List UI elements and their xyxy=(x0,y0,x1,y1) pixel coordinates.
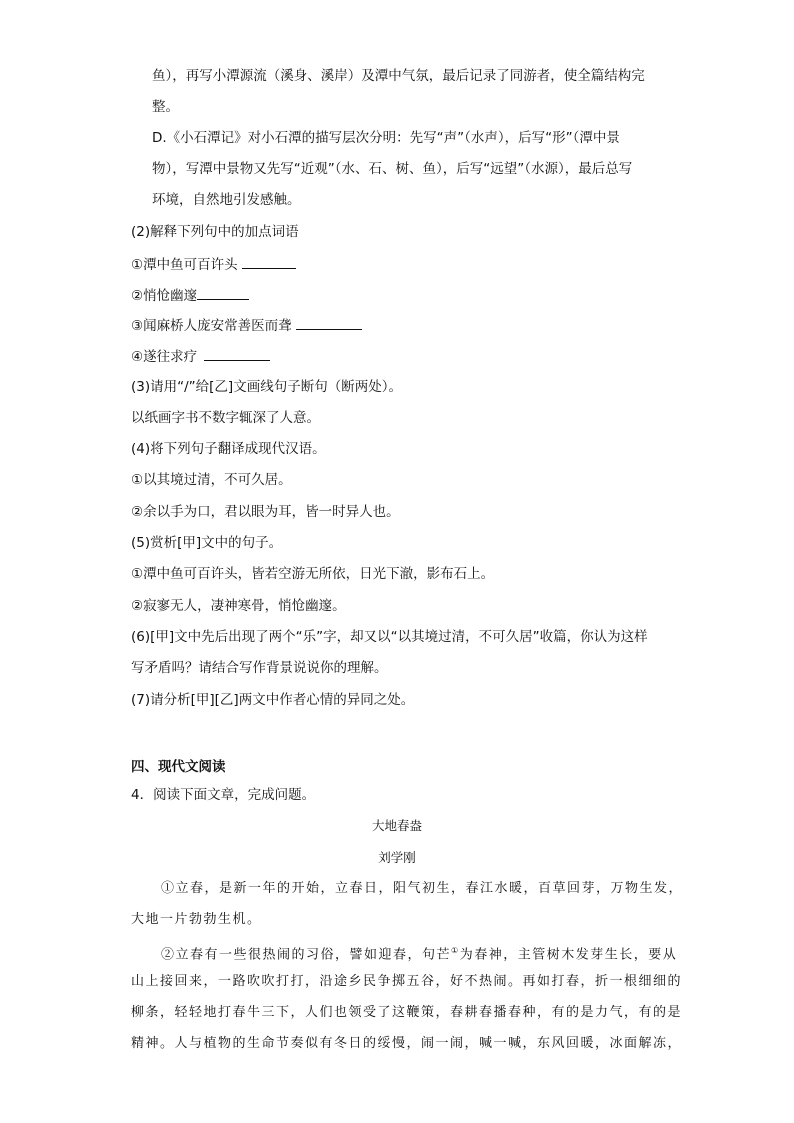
question-4-prompt: 4．阅读下面文章，完成问题。 xyxy=(131,787,316,803)
sub-question-5-prompt: (5)赏析[甲]文中的句子。 xyxy=(131,535,283,551)
sub-question-2-item-2 xyxy=(131,285,249,306)
sub-question-2-item-4 xyxy=(131,346,270,367)
answer-blank[interactable] xyxy=(204,346,270,361)
article-title: 大地春盎 xyxy=(371,818,422,833)
item-text: ④遂往求疗 xyxy=(131,349,198,365)
sub-question-5-item-2: ②寂寥无人，凄神寒骨，悄怆幽邃。 xyxy=(131,598,346,614)
sub-question-7-prompt: (7)请分析[甲][乙]两文中作者心情的异同之处。 xyxy=(131,692,415,708)
option-d-line-1: D.《小石潭记》对小石潭的描写层次分明：先写“声”（水声），后写“形”（潭中景 xyxy=(152,130,620,146)
answer-blank[interactable] xyxy=(242,254,296,269)
paragraph-1-line-2: 大地一片勃勃生机。 xyxy=(131,912,262,927)
sub-question-3-sentence: 以纸画字书不数字辄深了人意。 xyxy=(131,410,320,426)
paragraph-2-text-a: ②立春有一些很热闹的习俗，譬如迎春，句芒 xyxy=(161,947,452,963)
item-text: ②悄怆幽邃 xyxy=(131,288,198,304)
paragraph-1-line-1: ①立春，是新一年的开始，立春日，阳气初生，春江水暖，百草回芽，万物生发， xyxy=(161,881,684,896)
answer-blank[interactable] xyxy=(197,285,249,300)
answer-blank[interactable] xyxy=(296,315,362,330)
paragraph-2-line-3: 柳条，轻轻地打春牛三下，人们也领受了这鞭策，春耕春播春种，有的是力气，有的是 xyxy=(131,1005,683,1020)
sub-question-3-prompt: (3)请用“/”给[乙]文画线句子断句（断两处）。 xyxy=(131,379,402,395)
option-d-line-3: 环境，自然地引发感触。 xyxy=(152,192,301,208)
sub-question-4-item-2: ②余以手为口，君以眼为耳，皆一时异人也。 xyxy=(131,504,400,520)
option-c-line-1: 鱼），再写小潭源流（溪身、溪岸）及潭中气氛，最后记录了同游者，使全篇结构完 xyxy=(152,68,645,84)
sub-question-4-prompt: (4)将下列句子翻译成现代汉语。 xyxy=(131,441,326,457)
item-text: ③闻麻桥人庞安常善医而聋 xyxy=(131,318,292,334)
paragraph-2-line-1 xyxy=(161,941,677,965)
footnote-marker[interactable]: ① xyxy=(451,946,460,955)
paragraph-2-line-2: 山上接回来，一路吹吹打打，沿途乡民争掷五谷，好不热闹。再如打春，折一根细细的 xyxy=(131,974,683,989)
sub-question-6-line-1: (6)[甲]文中先后出现了两个“乐”字，却又以“以其境过清，不可久居”收篇，你认为这样 xyxy=(131,629,648,645)
item-text: ①潭中鱼可百许头 xyxy=(131,257,238,273)
section-heading: 四、现代文阅读 xyxy=(131,759,226,775)
article-author: 刘学刚 xyxy=(378,850,416,865)
sub-question-2-prompt: (2)解释下列句中的加点词语 xyxy=(131,224,299,240)
sub-question-5-item-1: ①潭中鱼可百许头，皆若空游无所依，日光下澈，影布石上。 xyxy=(131,566,495,582)
sub-question-2-item-1 xyxy=(131,254,296,275)
paragraph-2-text-b: 为春神，主管树木发芽生长，要从 xyxy=(459,947,678,963)
sub-question-2-item-3 xyxy=(131,315,362,336)
option-c-line-2: 整。 xyxy=(152,99,179,115)
sub-question-6-line-2: 写矛盾吗？请结合写作背景说说你的理解。 xyxy=(131,660,388,676)
paragraph-2-line-4: 精神。人与植物的生命节奏似有冬日的绥慢，闹一闹，喊一喊，东风回暖，冰面解冻， xyxy=(131,1036,683,1051)
sub-question-4-item-1: ①以其境过清，不可久居。 xyxy=(131,472,292,488)
option-d-line-2: 物），写潭中景物又先写“近观”（水、石、树、鱼），后写“远望”（水源），最后总写 xyxy=(152,161,633,177)
